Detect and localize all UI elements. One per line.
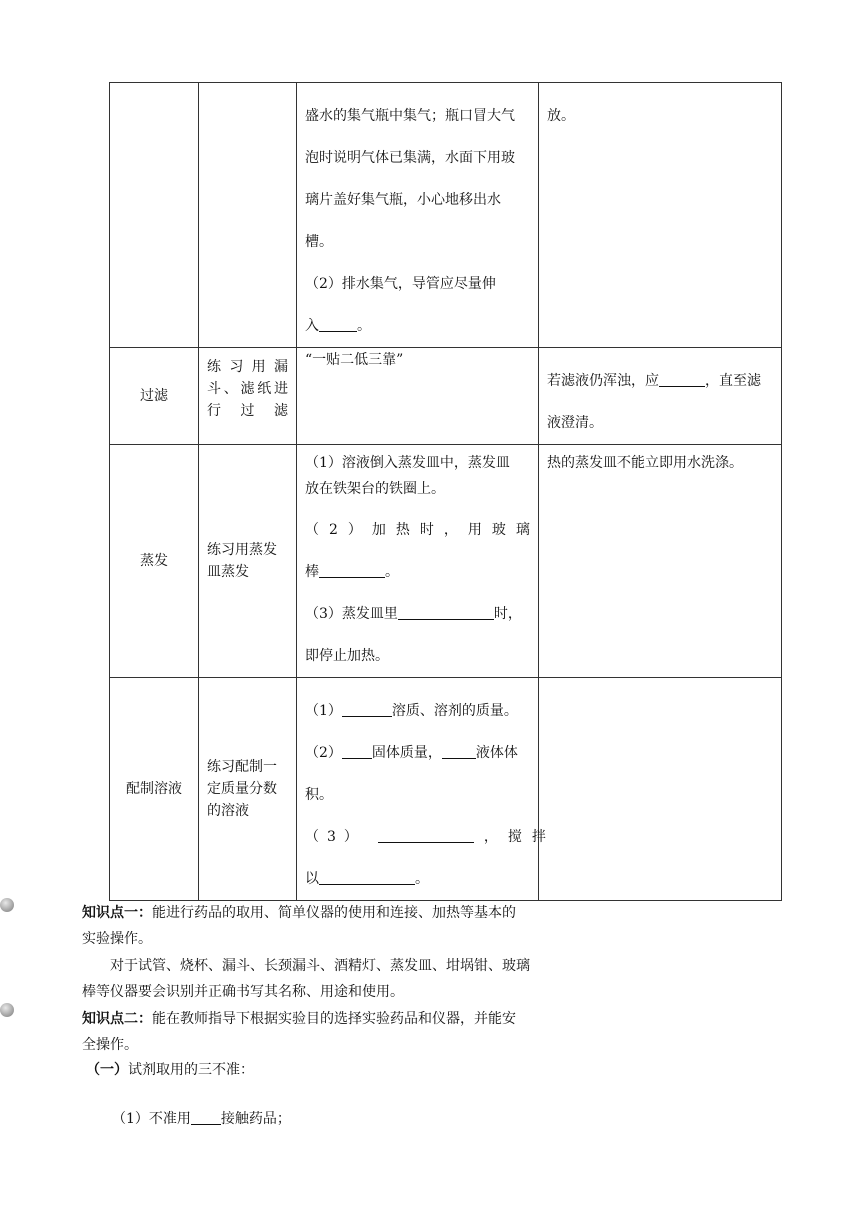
cell-notes	[539, 83, 782, 348]
cell-text: 练习配制一定质量分数的溶液	[207, 759, 277, 819]
cell-text	[305, 816, 556, 858]
cell-text: （2）排水集气，导管应尽量伸	[305, 276, 496, 292]
cell-text: “一贴二低三靠”	[305, 352, 404, 368]
cell-empty	[110, 83, 199, 348]
fill-blank[interactable]	[442, 744, 476, 759]
cell-purpose	[199, 678, 297, 901]
cell-text	[305, 305, 530, 347]
section-title: 知识点二：	[82, 1011, 152, 1027]
cell-notes	[539, 348, 782, 445]
section-title: 知识点一：	[82, 905, 152, 921]
paragraph-text: 能进行药品的取用、简单仪器的使用和连接、加热等基本的	[152, 905, 516, 921]
fill-blank[interactable]	[342, 744, 372, 759]
fill-blank[interactable]	[319, 563, 385, 578]
cell-text: 液澄清。	[547, 415, 603, 431]
cell-text: （3）	[305, 829, 366, 845]
subsection-number: （一）	[86, 1062, 128, 1078]
cell-notes	[539, 445, 782, 678]
cell-text: 放在铁架台的铁圈上。	[305, 481, 445, 497]
cell-text: 即停止加热。	[305, 648, 389, 664]
cell-text: （3）蒸发皿里	[305, 606, 398, 622]
cell-text	[305, 732, 530, 774]
cell-text: 放。	[547, 108, 575, 124]
cell-text: ，搅拌	[483, 829, 556, 845]
fill-blank[interactable]	[319, 870, 415, 885]
table-row	[110, 348, 782, 445]
cell-steps	[297, 678, 556, 901]
cell-text: 练习用蒸发皿蒸发	[207, 542, 277, 580]
cell-text: 溶质、溶剂的质量。	[391, 703, 518, 719]
cell-text: （1）	[305, 703, 342, 719]
paragraph-text: 全操作。	[82, 1037, 138, 1053]
cell-text: 棒	[305, 564, 319, 580]
cell-text: 以	[305, 871, 319, 887]
knowledge-point-2	[82, 1008, 516, 1030]
cell-text: 。	[385, 564, 399, 580]
cell-text: （2）加热时，用玻璃	[305, 522, 540, 538]
subsection-title: 试剂取用的三不准：	[128, 1062, 254, 1078]
cell-text: 泡时说明气体已集满，水面下用玻	[305, 150, 515, 166]
cell-text: 。	[357, 318, 371, 334]
subsection-heading	[86, 1059, 254, 1081]
fill-blank[interactable]	[191, 1110, 221, 1125]
paragraph-text: 对于试管、烧杯、漏斗、长颈漏斗、酒精灯、蒸发皿、坩埚钳、玻璃	[110, 958, 530, 974]
bullet-icon	[0, 1003, 14, 1017]
paragraph-text: 实验操作。	[82, 931, 152, 947]
cell-text	[305, 551, 530, 593]
rule-item	[112, 1108, 291, 1130]
table-row	[110, 83, 782, 348]
fill-blank[interactable]	[342, 702, 392, 717]
cell-text: 热的蒸发皿不能立即用水洗涤。	[547, 455, 743, 471]
cell-notes	[539, 678, 782, 901]
cell-text: 积。	[305, 787, 333, 803]
cell-purpose	[199, 445, 297, 678]
cell-text: 时，	[493, 606, 522, 622]
cell-text: 璃片盖好集气瓶，小心地移出水	[305, 192, 501, 208]
fill-blank[interactable]	[378, 828, 474, 843]
paragraph-text: 棒等仪器要会识别并正确书写其名称、用途和使用。	[82, 984, 404, 1000]
cell-empty	[199, 83, 297, 348]
cell-text: ，直至滤	[705, 373, 761, 389]
paragraph-text: 接触药品；	[220, 1111, 291, 1127]
experiment-table	[109, 82, 782, 901]
cell-text: 。	[415, 871, 429, 887]
paragraph-text: 能在教师指导下根据实验目的选择实验药品和仪器，并能安	[152, 1011, 516, 1027]
cell-text: 练习用漏斗、滤纸进行过滤	[207, 359, 288, 419]
cell-text: 槽。	[305, 234, 333, 250]
cell-steps	[297, 445, 539, 678]
cell-text	[305, 858, 530, 900]
cell-operation: 蒸发	[110, 445, 199, 678]
cell-steps	[297, 348, 539, 445]
cell-text: 若滤液仍浑浊，应	[547, 373, 659, 389]
cell-text	[305, 593, 530, 635]
cell-text	[305, 690, 530, 732]
bullet-icon	[0, 898, 14, 912]
cell-purpose	[199, 348, 297, 445]
cell-operation: 过滤	[110, 348, 199, 445]
cell-text: 液体体	[475, 745, 518, 761]
cell-text: 入	[305, 318, 319, 334]
fill-blank[interactable]	[659, 372, 705, 387]
cell-text: 固体质量，	[371, 745, 442, 761]
cell-text: （2）	[305, 745, 342, 761]
cell-text: 盛水的集气瓶中集气；瓶口冒大气	[305, 108, 515, 124]
cell-steps	[297, 83, 539, 348]
cell-text: （1）溶液倒入蒸发皿中，蒸发皿	[305, 455, 510, 471]
table-row	[110, 445, 782, 678]
table-row	[110, 678, 782, 901]
knowledge-point-1	[82, 902, 516, 924]
cell-text	[547, 360, 773, 402]
paragraph-text: （1）不准用	[112, 1111, 191, 1127]
cell-operation: 配制溶液	[110, 678, 199, 901]
fill-blank[interactable]	[398, 605, 494, 620]
fill-blank[interactable]	[319, 317, 357, 332]
